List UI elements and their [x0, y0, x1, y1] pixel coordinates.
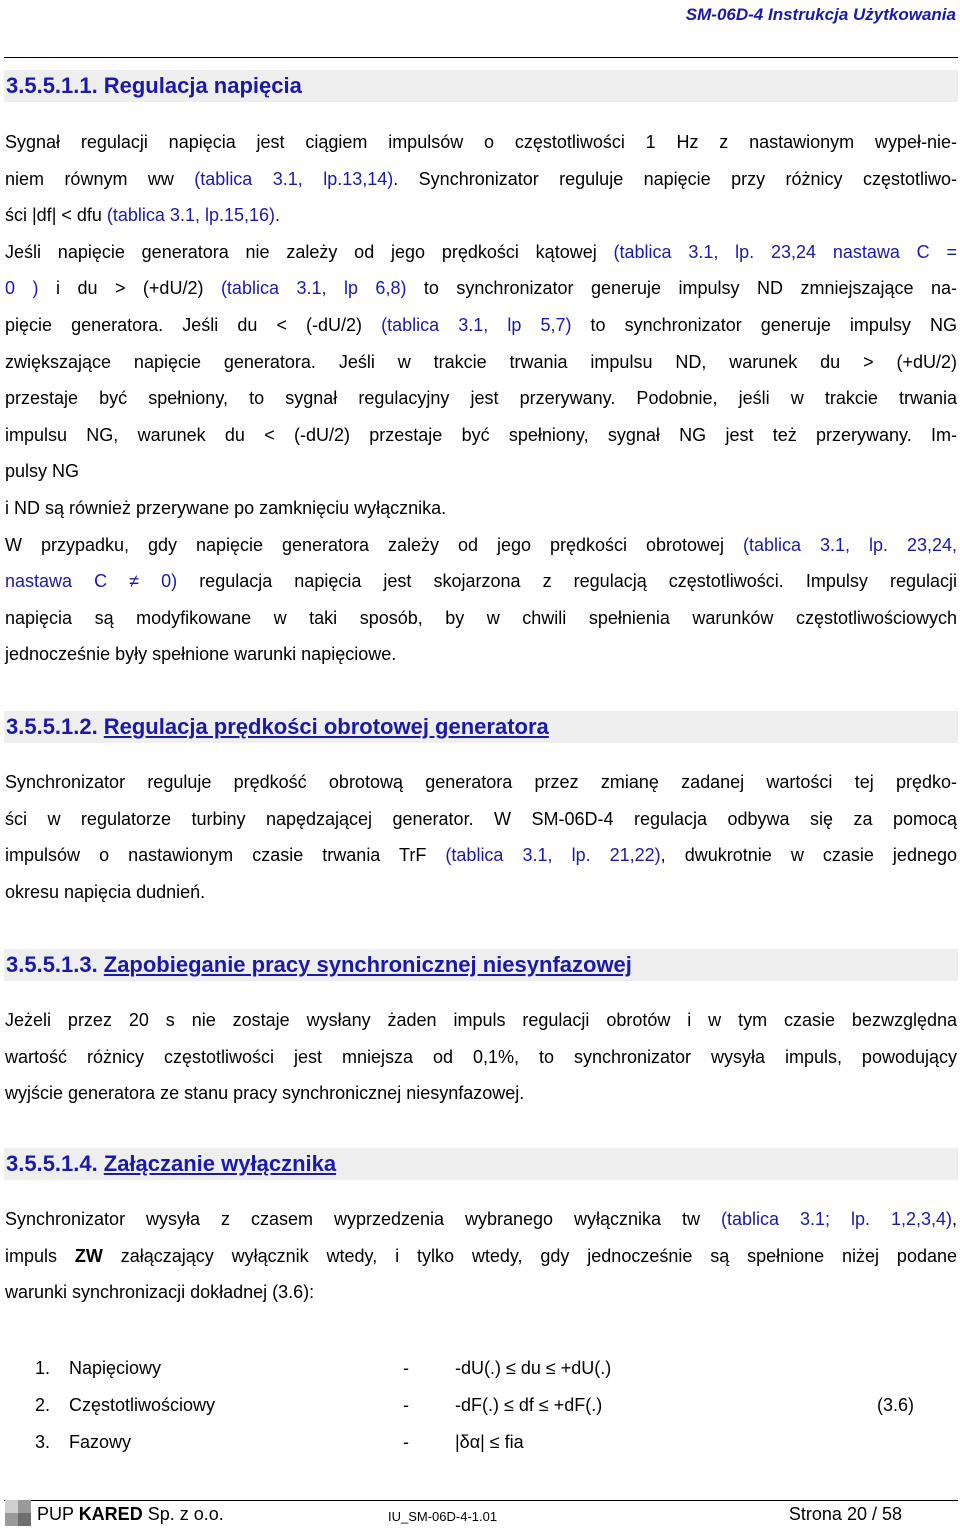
condition-number: 3. — [35, 1432, 51, 1452]
section-number: 3.5.5.1.4. — [6, 1151, 98, 1176]
paragraph-line: Synchronizator reguluje prędkość obrotową generatora przez zmianę zadanej wartości tej prędko- — [5, 772, 957, 792]
paragraph-line: warunki synchronizacji dokładnej (3.6): — [5, 1282, 315, 1303]
company-logo-icon — [5, 1500, 31, 1526]
section-body-voltage — [5, 124, 957, 673]
condition-dash: - — [403, 1395, 409, 1415]
condition-number: 1. — [35, 1358, 51, 1378]
section-body-breaker — [5, 1201, 957, 1311]
paragraph-line: niem równym ww (tablica 3.1, lp.13,14). Synchronizator reguluje napięcie przy różnicy częstotliwo- — [5, 168, 957, 189]
paragraph-line: pięcie generatora. Jeśli du < (-dU/2) (tablica 3.1, lp 5,7) to synchronizator generuje impulsy NG — [5, 314, 958, 335]
paragraph-line: impulsów o nastawionym czasie trwania TrF (tablica 3.1, lp. 21,22), dwukrotnie w czasie jednego — [5, 845, 957, 866]
condition-dash: - — [403, 1358, 409, 1378]
condition-name: Napięciowy — [69, 1358, 162, 1378]
table-reference-link[interactable]: (tablica 3.1, lp. 21,22) — [445, 845, 661, 866]
table-reference-link[interactable]: (tablica 3.1, lp. 23,24 nastawa C = — [613, 241, 957, 262]
paragraph-line: Sygnał regulacji napięcia jest ciągiem impulsów o częstotliwości 1 Hz z nastawionym wypeł-nie- — [5, 132, 957, 152]
condition-number: 2. — [35, 1395, 51, 1415]
section-heading-voltage — [4, 70, 958, 102]
table-reference-link[interactable]: nastawa C ≠ 0) — [5, 571, 178, 592]
footer-divider — [4, 1500, 958, 1501]
section-heading-nonsynphase — [4, 949, 958, 981]
paragraph-line: impulsu NG, warunek du < (-dU/2) przestaje być spełniony, sygnał NG jest też przerywany. Im- — [5, 424, 957, 445]
paragraph-line: okresu napięcia dudnień. — [5, 881, 206, 902]
paragraph-line: ści w regulatorze turbiny napędzającej generator. W SM-06D-4 regulacja odbywa się za pomocą — [5, 808, 957, 829]
document-header-title: SM-06D-4 Instrukcja Użytkowania — [685, 5, 956, 24]
paragraph-line: W przypadku, gdy napięcie generatora zależy od jego prędkości obrotowej (tablica 3.1, lp. 23,24, — [5, 534, 958, 555]
paragraph-line: Jeżeli przez 20 s nie zostaje wysłany żaden impuls regulacji obrotów i w tym czasie bezwzględna — [5, 1010, 957, 1030]
paragraph-line: przestaje być spełniony, to sygnał regulacyjny jest przerywany. Podobnie, jeśli w trakcie trwania — [5, 388, 957, 409]
paragraph-line: 0 ) i du > (+dU/2) (tablica 3.1, lp 6,8) to synchronizator generuje impulsy ND zmniejszające na- — [5, 278, 957, 299]
section-title: Załączanie wyłącznika — [103, 1151, 337, 1176]
condition-name: Fazowy — [69, 1432, 132, 1452]
condition-row — [5, 1387, 957, 1424]
section-title: Regulacja napięcia — [103, 73, 302, 98]
section-number: 3.5.5.1.2. — [6, 714, 98, 739]
paragraph-line: impuls ZW załączający wyłącznik wtedy, i tylko wtedy, gdy jednocześnie są spełnione niżej podane — [5, 1245, 957, 1266]
paragraph-line: jednocześnie były spełnione warunki napięciowe. — [5, 644, 397, 665]
paragraph-line: napięcia są modyfikowane w taki sposób, by w chwili spełnienia warunków częstotliwościowych — [5, 607, 957, 628]
table-reference-link[interactable]: (tablica 3.1, lp 6,8) — [220, 278, 407, 299]
header-divider — [4, 57, 958, 58]
footer-page-number: Strona 20 / 58 — [788, 1504, 902, 1524]
section-title: Regulacja prędkości obrotowej generatora — [103, 714, 549, 739]
table-reference-link[interactable]: (tablica 3.1, lp.13,14) — [194, 168, 394, 189]
condition-expression: -dF(.) ≤ df ≤ +dF(.) — [455, 1395, 603, 1415]
condition-expression: |δα| ≤ fia — [455, 1432, 524, 1452]
section-number: 3.5.5.1.1. — [6, 73, 98, 98]
condition-expression: -dU(.) ≤ du ≤ +dU(.) — [455, 1358, 612, 1378]
table-reference-link[interactable]: (tablica 3.1, lp 5,7) — [381, 314, 572, 335]
section-body-speed — [5, 764, 957, 910]
paragraph-line: ści |df| < dfu (tablica 3.1, lp.15,16). — [5, 205, 281, 226]
table-reference-link[interactable]: (tablica 3.1, lp. 23,24, — [743, 534, 958, 555]
paragraph-line: wartość różnicy częstotliwości jest mniejsza od 0,1%, to synchronizator wysyła impuls, powodujący — [5, 1046, 957, 1067]
paragraph-line: i ND są również przerywane po zamknięciu wyłącznika. — [5, 497, 447, 518]
condition-dash: - — [403, 1432, 409, 1452]
paragraph-line: Synchronizator wysyła z czasem wyprzedzenia wybranego wyłącznika tw (tablica 3.1; lp. 1,2,3,4), — [5, 1209, 958, 1229]
section-title: Zapobieganie pracy synchronicznej niesynfazowej — [103, 952, 632, 977]
condition-name: Częstotliwościowy — [69, 1395, 216, 1415]
paragraph-line: zwiększające napięcie generatora. Jeśli w trakcie trwania impulsu ND, warunek du > (+dU/2) — [5, 351, 957, 372]
condition-row — [5, 1350, 957, 1387]
table-reference-link[interactable]: (tablica 3.1; lp. 1,2,3,4) — [720, 1209, 952, 1229]
section-heading-breaker — [4, 1148, 958, 1180]
paragraph-line: pulsy NG — [5, 461, 80, 482]
condition-row — [5, 1424, 957, 1461]
paragraph-line: wyjście generatora ze stanu pracy synchronicznej niesynfazowej. — [5, 1083, 525, 1104]
section-body-nonsynphase — [5, 1002, 957, 1112]
equation-number: (3.6) — [877, 1395, 915, 1415]
section-heading-speed — [4, 711, 958, 743]
synchronization-conditions-list — [5, 1350, 957, 1461]
footer-document-id: IU_SM-06D-4-1.01 — [388, 1509, 498, 1524]
paragraph-line: Jeśli napięcie generatora nie zależy od jego prędkości kątowej (tablica 3.1, lp. 23,24 nastawa C = — [5, 241, 957, 262]
table-reference-link[interactable]: (tablica 3.1, lp.15,16) — [106, 205, 276, 226]
section-number: 3.5.5.1.3. — [6, 952, 98, 977]
paragraph-line: nastawa C ≠ 0) regulacja napięcia jest skojarzona z regulacją częstotliwości. Impulsy regulacji — [5, 571, 957, 592]
footer-company: PUP KARED Sp. z o.o. — [37, 1504, 224, 1524]
